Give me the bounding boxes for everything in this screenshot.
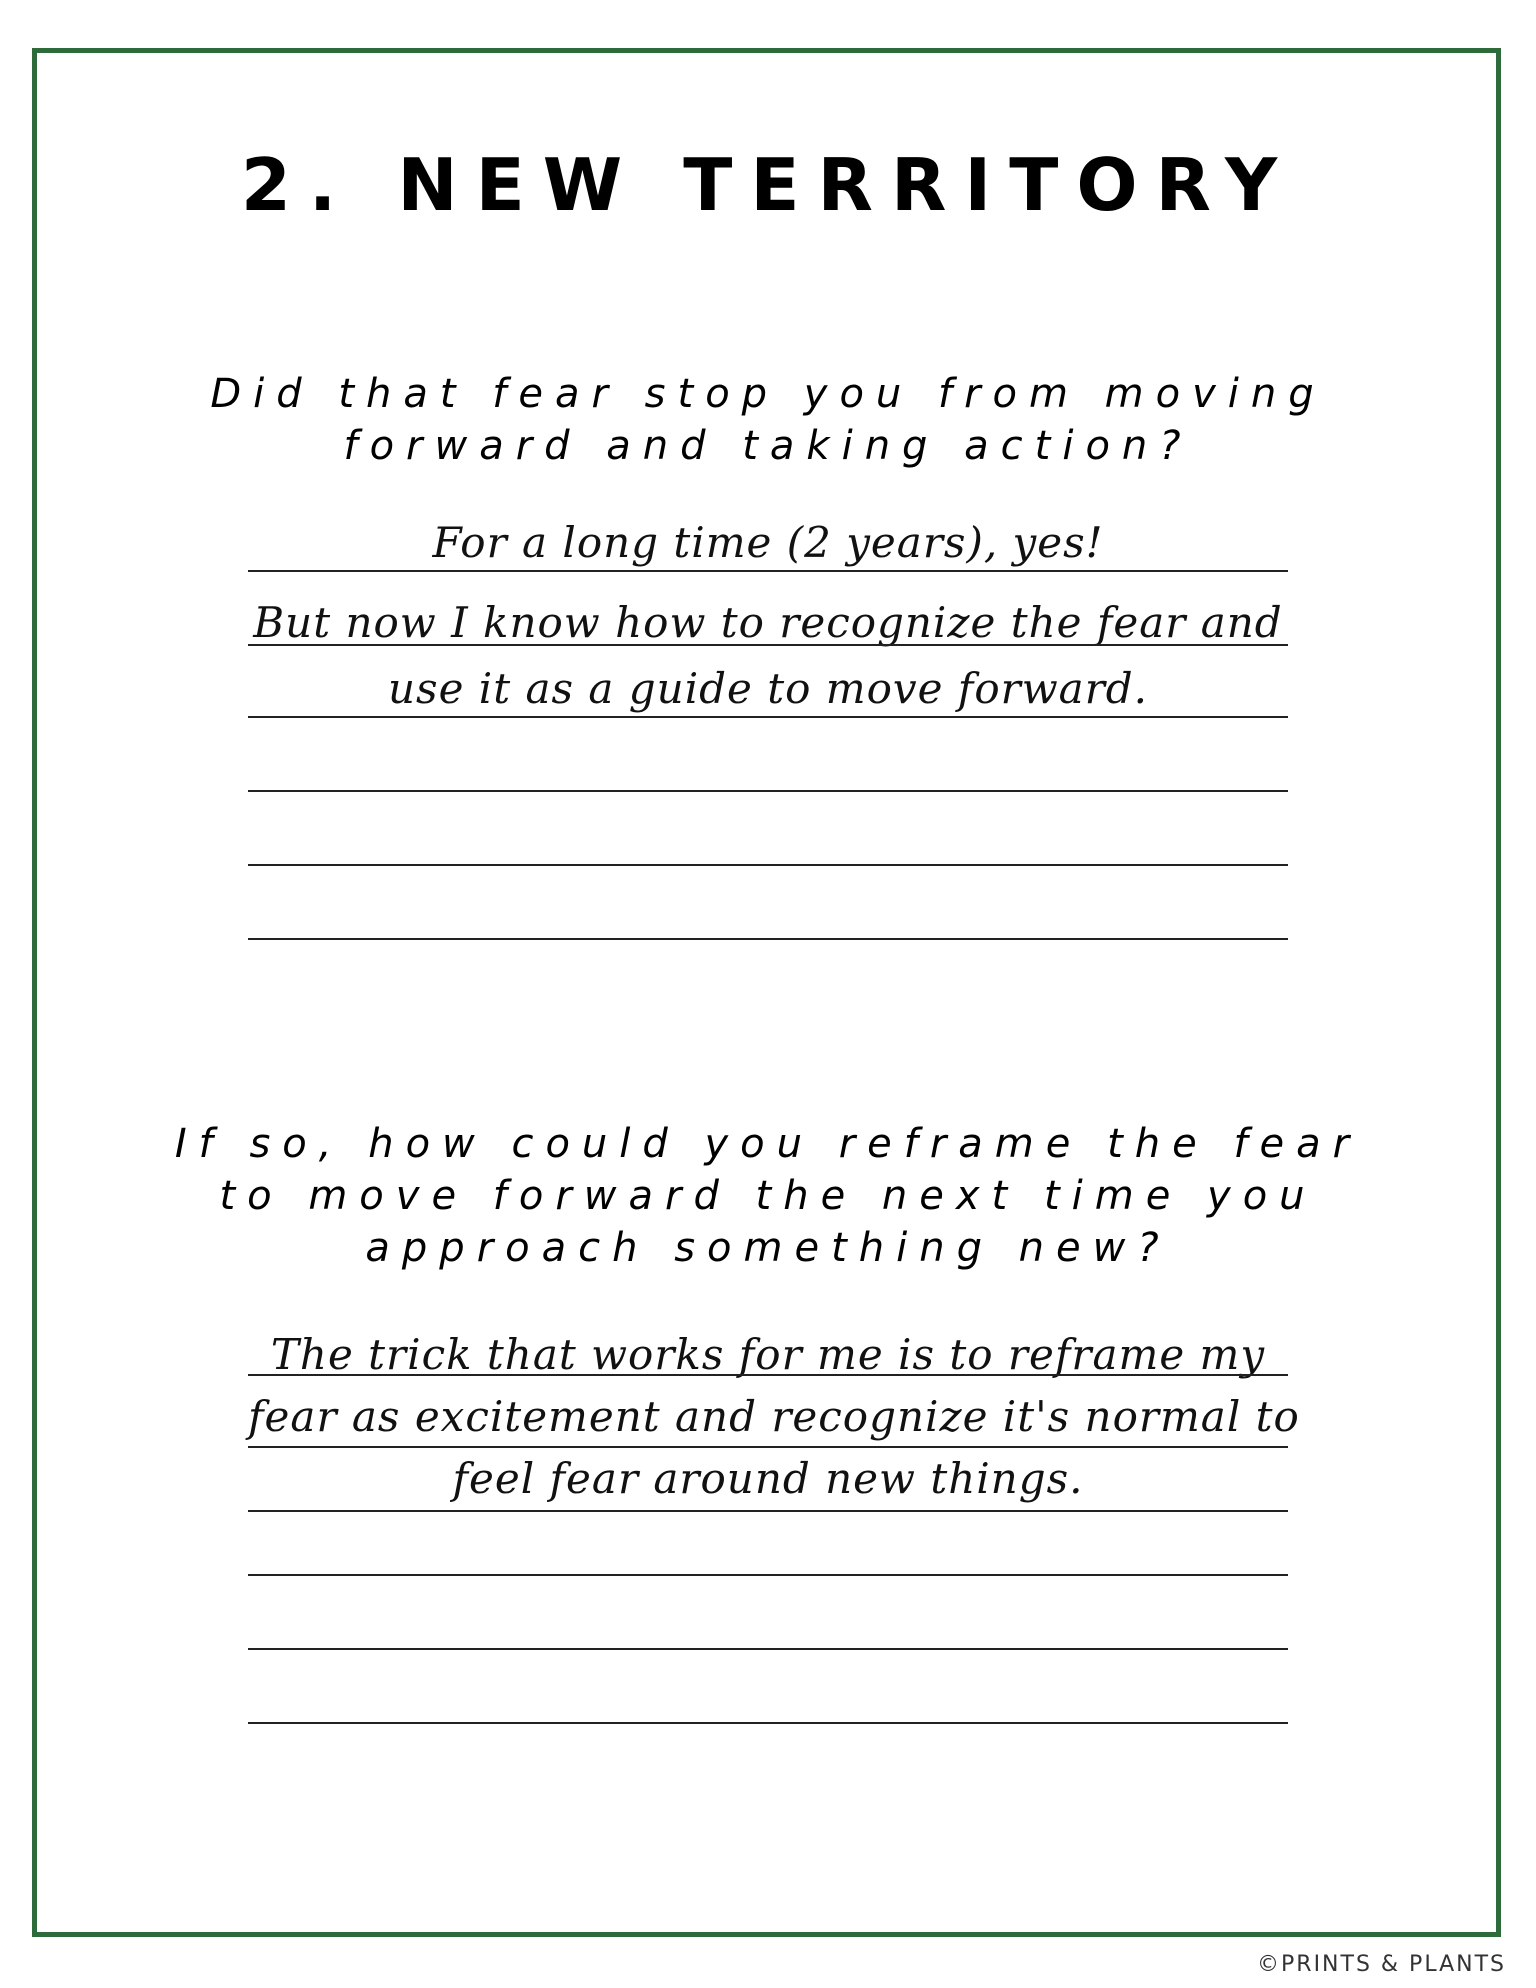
question-1 bbox=[0, 368, 1536, 472]
writing-line bbox=[248, 1648, 1288, 1650]
answer-1-line-2: But now I know how to recognize the fear and bbox=[253, 598, 1283, 647]
answer-2-line-2: fear as excitement and recognize it's normal to bbox=[248, 1392, 1300, 1441]
writing-line bbox=[248, 570, 1288, 572]
writing-line bbox=[248, 1574, 1288, 1576]
question-2-line-1: If so, how could you reframe the fear bbox=[174, 1121, 1362, 1167]
writing-line bbox=[248, 1446, 1288, 1448]
writing-line bbox=[248, 644, 1288, 646]
writing-line bbox=[248, 864, 1288, 866]
question-2 bbox=[0, 1118, 1536, 1274]
answer-1-line-3: use it as a guide to move forward. bbox=[387, 664, 1149, 713]
writing-line bbox=[248, 790, 1288, 792]
question-2-line-3: approach something new? bbox=[365, 1225, 1171, 1271]
answer-2-line-3: feel fear around new things. bbox=[452, 1454, 1084, 1503]
question-2-line-2: to move forward the next time you bbox=[219, 1173, 1317, 1219]
writing-line bbox=[248, 938, 1288, 940]
page-border bbox=[32, 48, 1501, 1937]
writing-line bbox=[248, 1374, 1288, 1376]
answer-1-line-1: For a long time (2 years), yes! bbox=[432, 518, 1104, 567]
writing-line bbox=[248, 1510, 1288, 1512]
question-1-line-1: Did that fear stop you from moving bbox=[210, 371, 1326, 417]
question-1-line-2: forward and taking action? bbox=[343, 423, 1193, 469]
answer-2-line-1: The trick that works for me is to reframe my bbox=[270, 1330, 1266, 1379]
copyright-footer: ©PRINTS & PLANTS bbox=[1257, 1952, 1506, 1977]
page-title: 2. NEW TERRITORY bbox=[240, 143, 1296, 227]
writing-line bbox=[248, 1722, 1288, 1724]
writing-line bbox=[248, 716, 1288, 718]
